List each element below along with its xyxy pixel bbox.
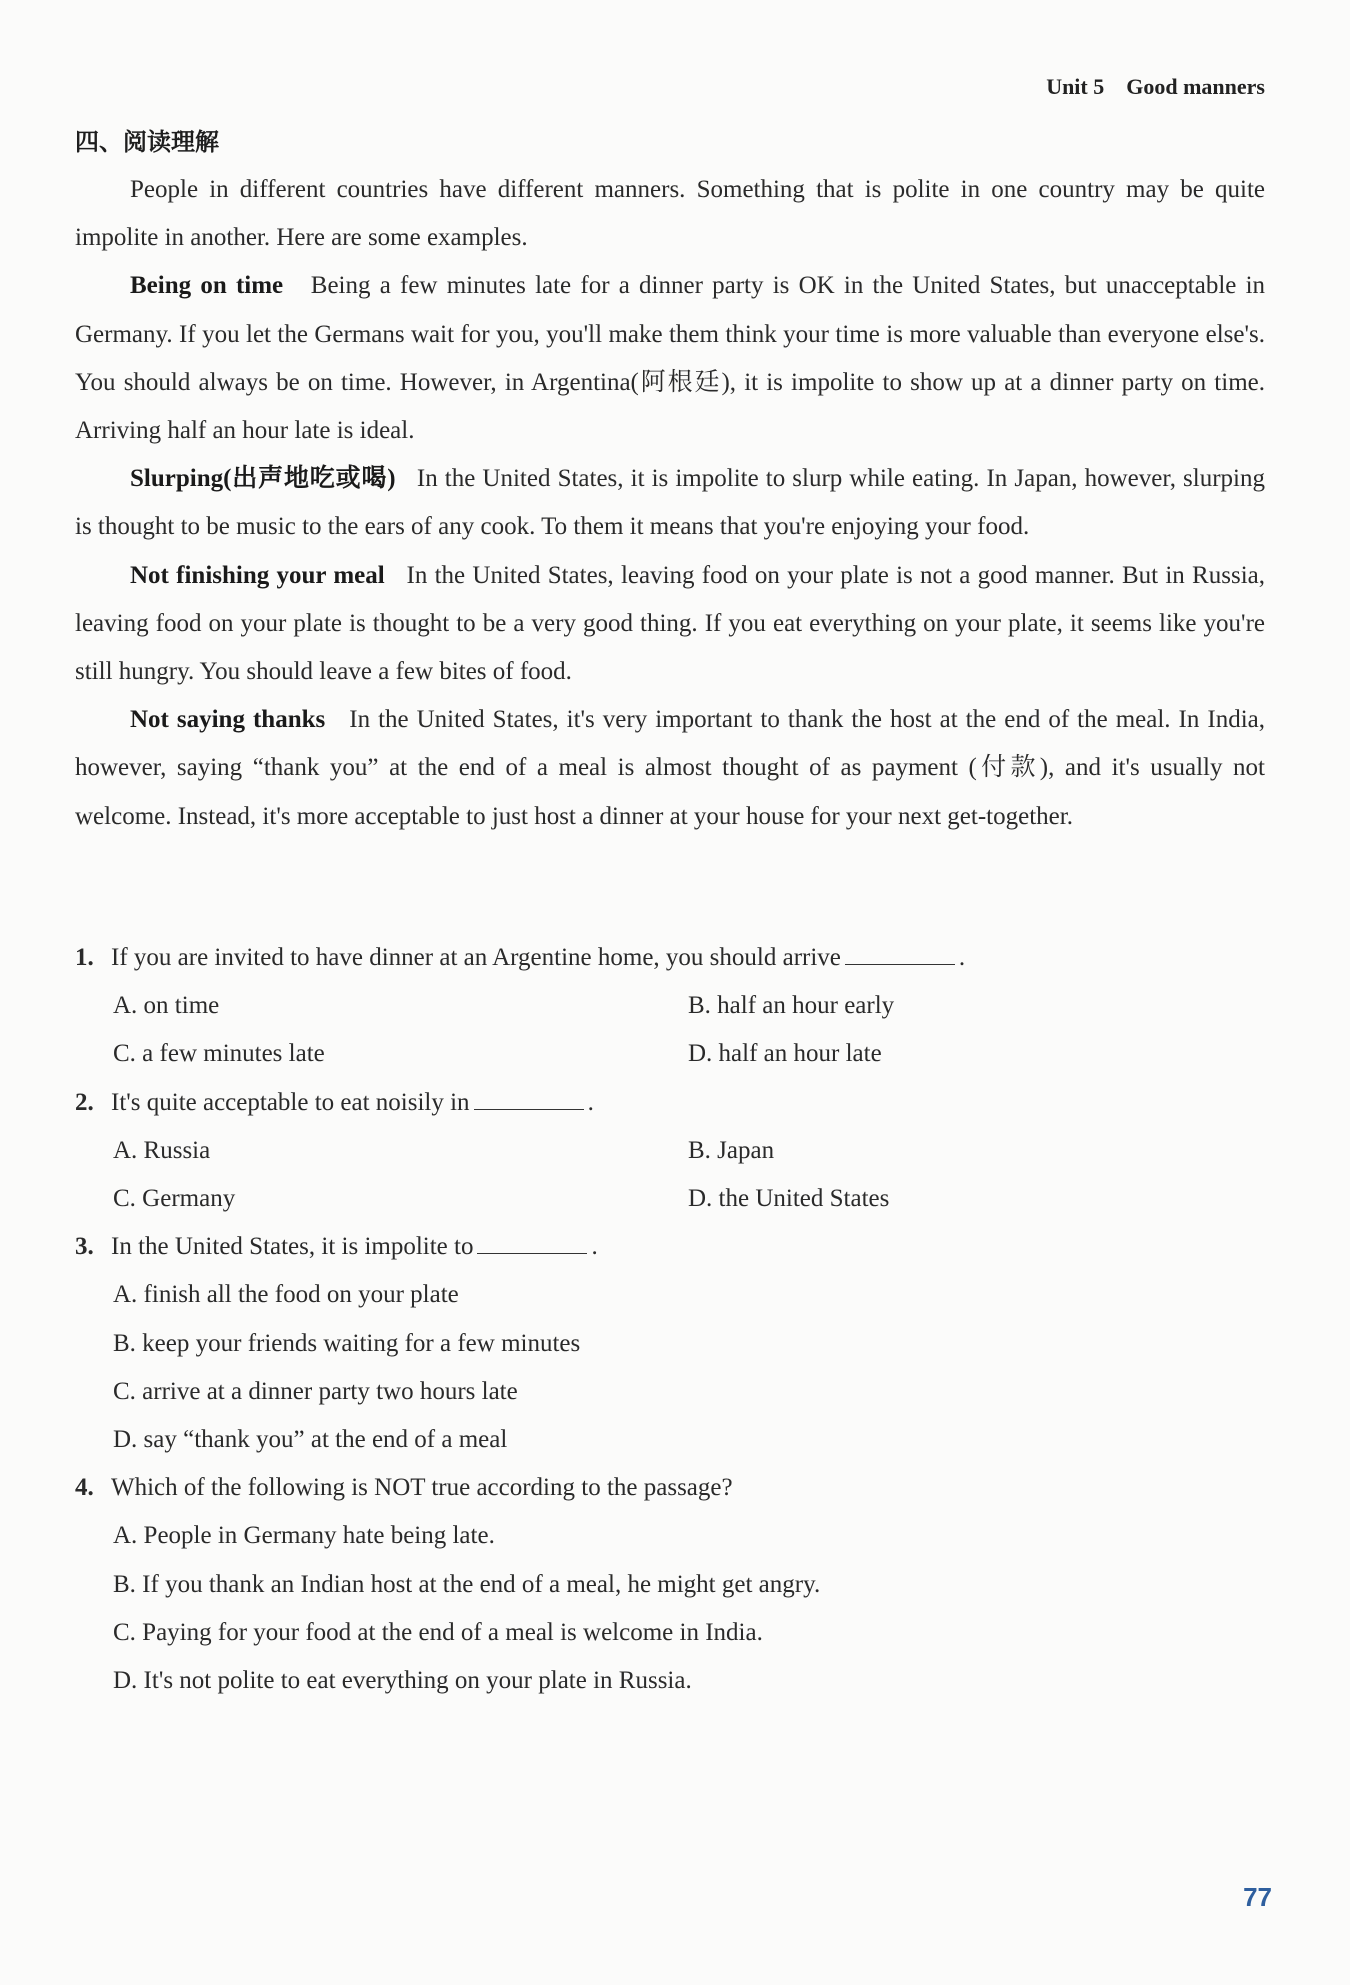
options-grid	[75, 982, 1265, 1078]
answer-blank[interactable]	[474, 1085, 584, 1110]
option[interactable]: B. half an hour early	[688, 992, 895, 1020]
option[interactable]: A. finish all the food on your plate	[113, 1281, 459, 1309]
reading-passage	[75, 166, 1265, 841]
question-number: 3.	[75, 1233, 94, 1261]
question-number: 1.	[75, 944, 94, 971]
option[interactable]: D. say “thank you” at the end of a meal	[113, 1426, 508, 1454]
option[interactable]: C. Paying for your food at the end of a meal is welcome in India.	[113, 1618, 763, 1646]
paragraph-heading: Not saying thanks	[130, 706, 326, 734]
option[interactable]: A. on time	[113, 992, 220, 1020]
answer-blank[interactable]	[845, 940, 955, 965]
question-stem: Which of the following is NOT true according to the passage?	[111, 1474, 733, 1502]
section-title: 四、阅读理解	[75, 128, 219, 156]
paragraph-text: In the United States, leaving food on your plate is not a good manner. But in Russia, leaving food on your plate is thought to be a very good thing. If you eat everything on your plate, it seems like you're still hungry. You should leave a few bites of food.	[75, 561, 1265, 686]
options-list	[75, 1512, 1265, 1705]
answer-blank[interactable]	[477, 1229, 587, 1254]
question-number: 4.	[75, 1474, 94, 1502]
passage-paragraph	[75, 262, 1265, 455]
option[interactable]: B. Japan	[688, 1136, 775, 1164]
question-3	[75, 1223, 1265, 1271]
option[interactable]: D. the United States	[688, 1185, 890, 1213]
question-stem: In the United States, it is impolite to	[111, 1233, 474, 1261]
option[interactable]: D. It's not polite to eat everything on your plate in Russia.	[113, 1667, 692, 1695]
passage-intro: People in different countries have different manners. Something that is polite in one country may be quite impolite in another. Here are some examples.	[75, 176, 1265, 252]
question-4	[75, 1464, 1265, 1512]
passage-paragraph	[75, 552, 1265, 697]
paragraph-text: Being a few minutes late for a dinner party is OK in the United States, but unacceptable in Germany. If you let the Germans wait for you, you'll make them think your time is more valuable than everyone else's. You should always be on time. However, in Argentina(阿根廷), it is impolite to show up at a dinner party on time. Arriving half an hour late is ideal.	[75, 272, 1266, 445]
option[interactable]: C. a few minutes late	[113, 1040, 325, 1068]
page-header	[1046, 74, 1265, 100]
question-1	[75, 934, 1265, 982]
paragraph-heading: Being on time	[130, 272, 284, 300]
passage-paragraph	[75, 696, 1265, 841]
page-number: 77	[1243, 1882, 1272, 1912]
option[interactable]: A. Russia	[113, 1136, 211, 1164]
question-stem: If you are invited to have dinner at an Argentine home, you should arrive	[111, 944, 841, 971]
question-stem: It's quite acceptable to eat noisily in	[111, 1088, 470, 1116]
question-end: .	[587, 1088, 594, 1116]
options-grid	[75, 1127, 1265, 1223]
question-list	[75, 934, 1265, 1705]
option[interactable]: A. People in Germany hate being late.	[113, 1522, 495, 1550]
option[interactable]: D. half an hour late	[688, 1040, 882, 1068]
question-end: .	[591, 1233, 598, 1261]
question-number: 2.	[75, 1088, 94, 1116]
unit-label: Unit 5	[1046, 74, 1105, 99]
unit-title: Good manners	[1126, 74, 1265, 99]
paragraph-heading: Not finishing your meal	[130, 561, 385, 589]
paragraph-heading: Slurping(出声地吃或喝)	[130, 465, 396, 493]
options-list	[75, 1271, 1265, 1464]
option[interactable]: C. Germany	[113, 1185, 236, 1213]
question-2	[75, 1079, 1265, 1127]
option[interactable]: C. arrive at a dinner party two hours late	[113, 1377, 518, 1405]
option[interactable]: B. keep your friends waiting for a few minutes	[113, 1329, 581, 1357]
question-end: .	[958, 944, 966, 971]
paragraph-text: In the United States, it is impolite to slurp while eating. In Japan, however, slurping is thought to be music to the ears of any cook. To them it means that you're enjoying your food.	[75, 465, 1265, 541]
option[interactable]: B. If you thank an Indian host at the end of a meal, he might get angry.	[113, 1570, 821, 1598]
paragraph-text: In the United States, it's very important to thank the host at the end of the meal. In India, however, saying “thank you” at the end of a meal is almost thought of as payment (付款), and it's usually not welcome. Instead, it's more acceptable to just host a dinner at your house for your next get-together.	[75, 706, 1265, 830]
passage-paragraph	[75, 455, 1265, 551]
